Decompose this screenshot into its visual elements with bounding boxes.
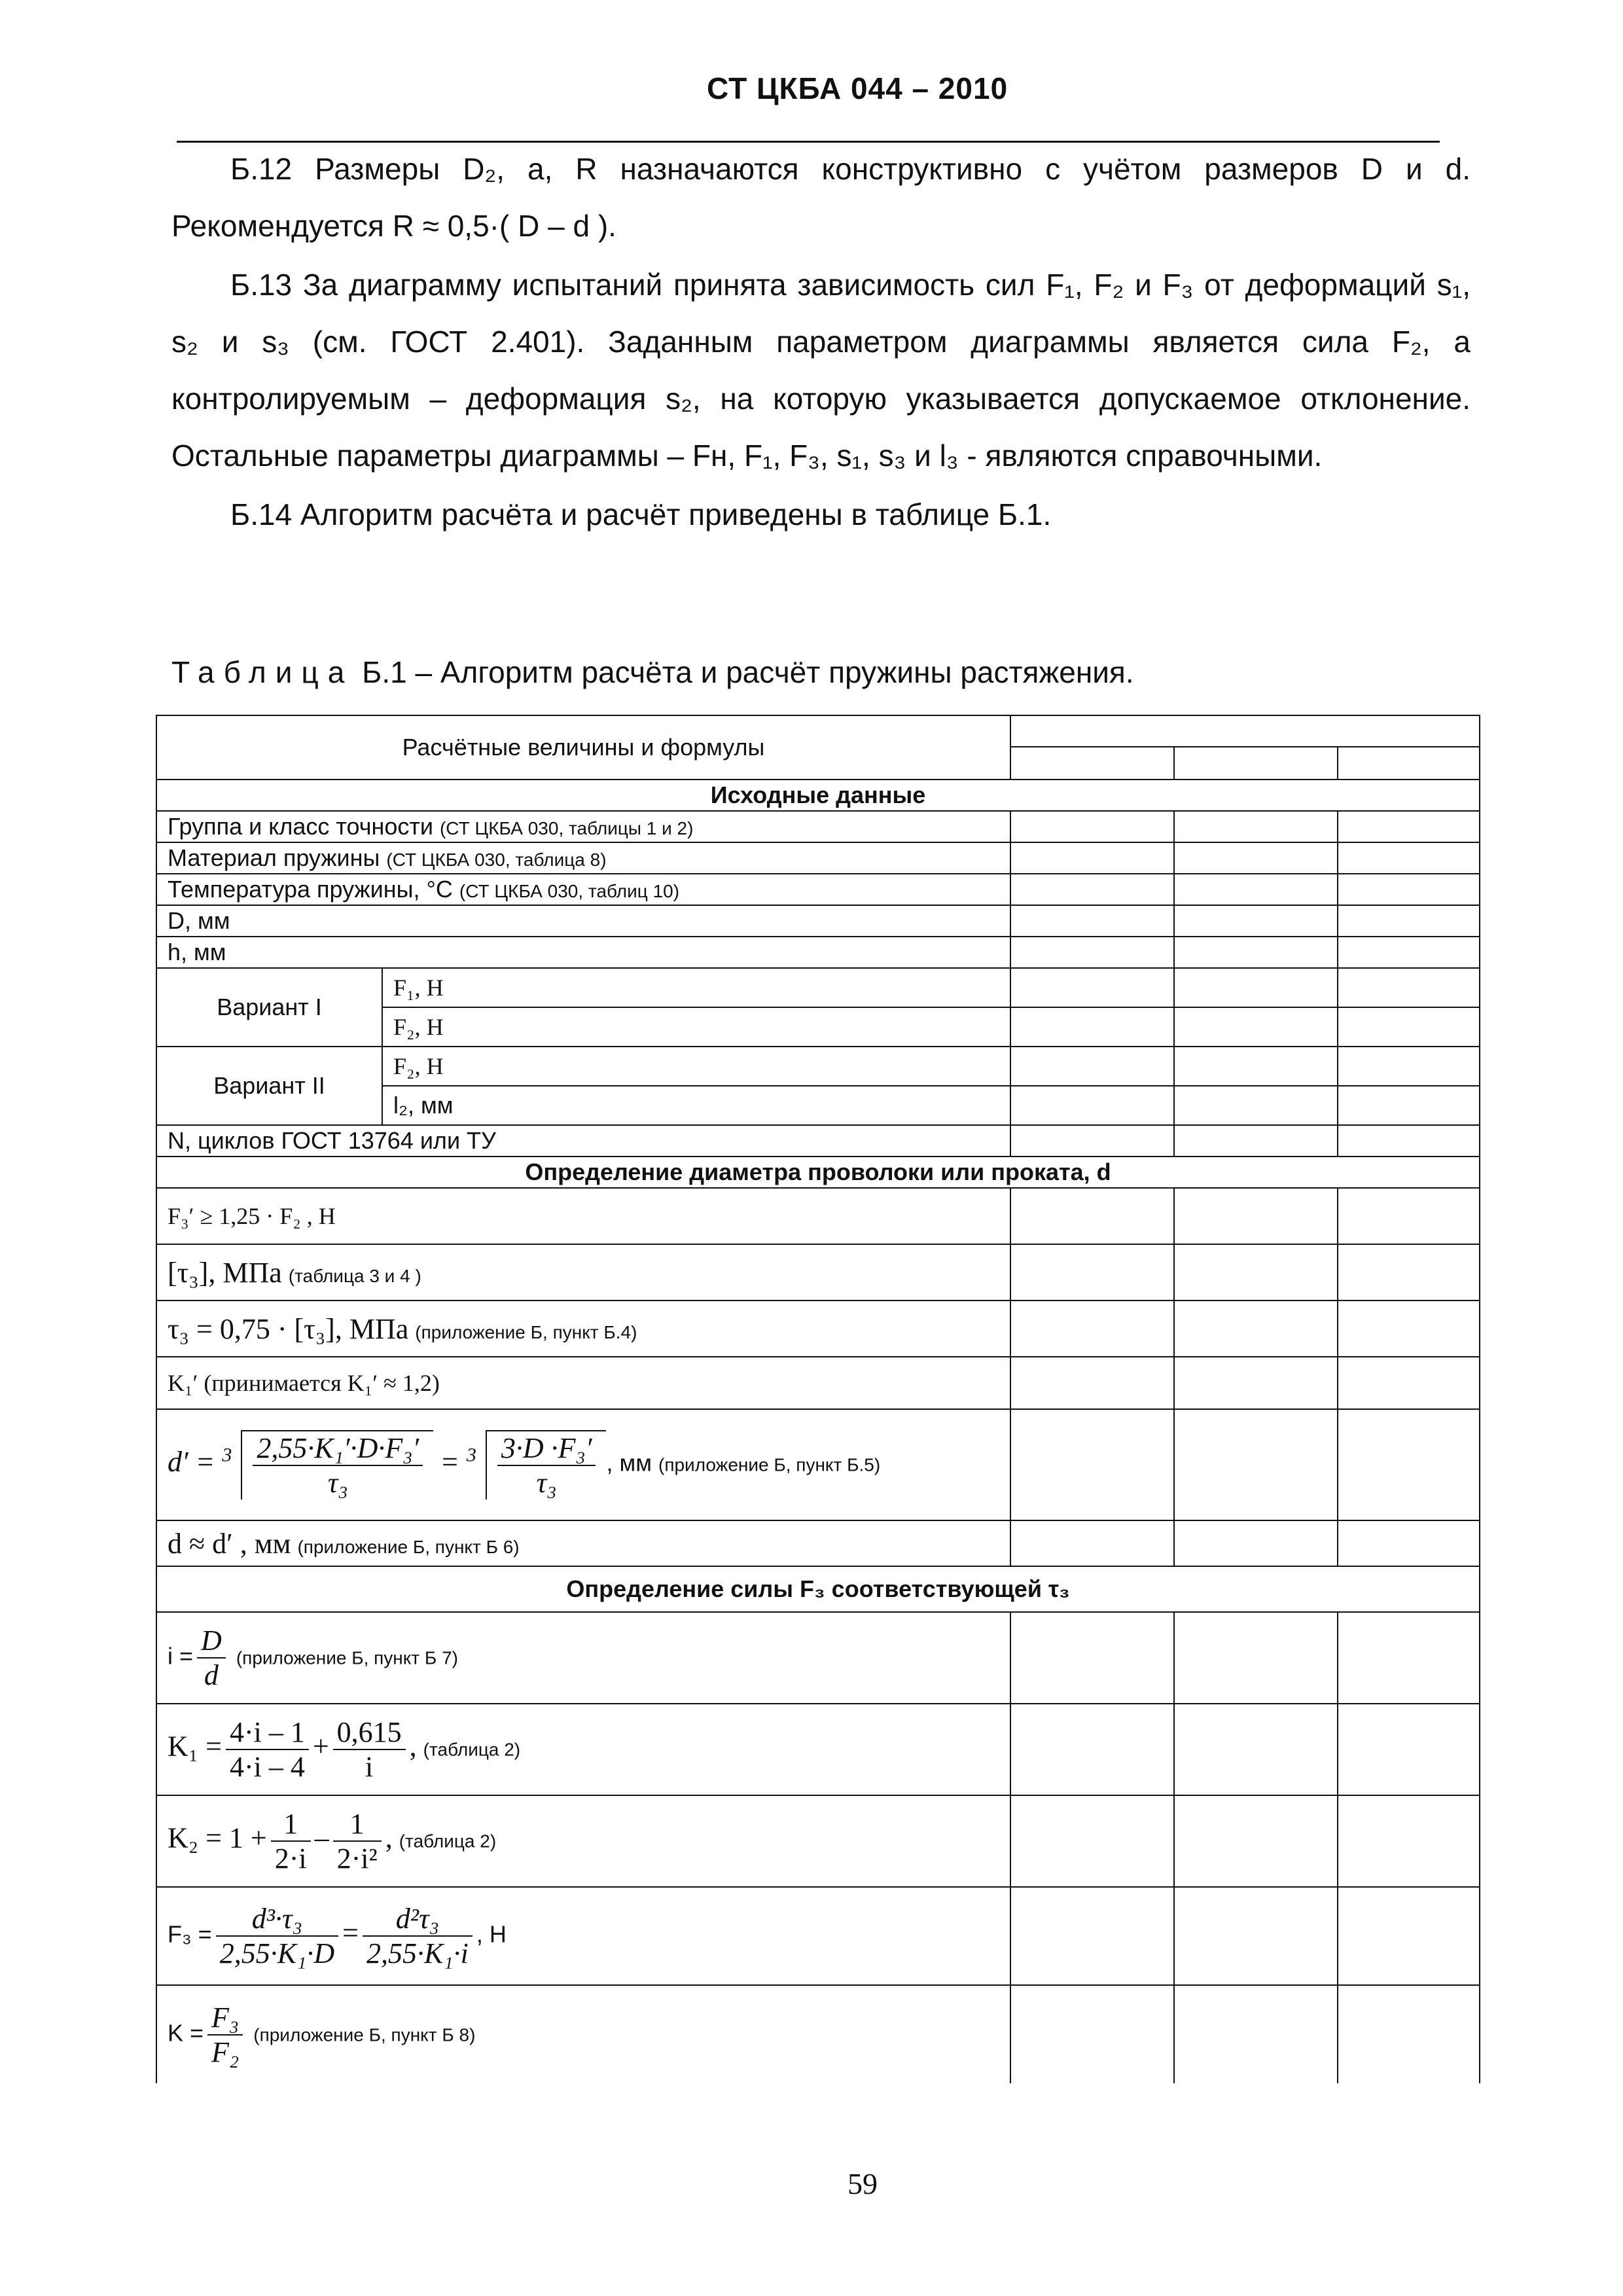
paragraphs bbox=[171, 141, 1471, 543]
table-caption-text: Б.1 – Алгоритм расчёта и расчёт пружины растяжения. bbox=[353, 655, 1134, 689]
variant-1-label: Вариант I bbox=[156, 968, 382, 1047]
document-code-header: СТ ЦКБА 044 – 2010 bbox=[707, 71, 1008, 105]
variant-2-l2: l₂, мм bbox=[382, 1086, 1010, 1125]
row-D: D, мм bbox=[156, 905, 1010, 937]
table-caption-word: Таблица bbox=[171, 655, 354, 689]
page-number: 59 bbox=[847, 2167, 878, 2200]
calculation-table bbox=[156, 715, 1480, 2083]
paragraph-b14: Б.14 Алгоритм расчёта и расчёт приведены в таблице Б.1. bbox=[230, 497, 1052, 531]
variant-1-f2: F₂, Н bbox=[382, 1007, 1010, 1047]
header-col-2 bbox=[1174, 747, 1338, 780]
variant-2-f2: F₂, Н bbox=[382, 1047, 1010, 1086]
row-i-formula: i = $\frac{D}{d}$ (приложение Б, пункт Б 7) bbox=[156, 1612, 1010, 1704]
row-f3-formula: F₃ = $\frac{\text{d³·τ₃}}{\text{2,55·K₁·D}}$ = $\frac{\text{d²τ₃}}{\text{2,55·K₁·i}}$ , Н bbox=[156, 1887, 1010, 1985]
row-tau3: τ₃ = 0,75 · [τ₃], МПа (приложение Б, пункт Б.4) bbox=[156, 1300, 1010, 1357]
row-group: Группа и класс точности (СТ ЦКБА 030, таблицы 1 и 2) bbox=[156, 811, 1010, 842]
variant-1-f1: F₁, Н bbox=[382, 968, 1010, 1007]
paragraph-b12: Б.12 Размеры D₂, a, R назначаются конструктивно с учётом размеров D и d. Рекомендуется R ≈ 0,5·( D – d ). bbox=[171, 152, 1471, 243]
row-k2-formula: K₂ = 1 + $\frac{1}{2\cdot i}$ – $\frac{1}{\text{2·i²}}$ , (таблица 2) bbox=[156, 1795, 1010, 1887]
row-f3-condition: F₃′ ≥ 1,25 · F₂ , Н bbox=[156, 1188, 1010, 1244]
paragraph-b13: Б.13 За диаграмму испытаний принята зависимость сил F₁, F₂ и F₃ от деформаций s₁, s₂ и s₃ (см. ГОСТ 2.401). Заданным параметром диаграммы является сила F₂, а контролируемым – деформация s₂, на которую указывается допускаемое отклонение. Остальные параметры диаграммы – Fн, F₁, F₃, s₁, s₃ и l₃ - являются справочными. bbox=[171, 268, 1471, 473]
row-cycles: N, циклов ГОСТ 13764 или ТУ bbox=[156, 1125, 1010, 1157]
row-tau3-allowable: [τ₃], МПа (таблица 3 и 4 ) bbox=[156, 1244, 1010, 1300]
row-temperature: Температура пружины, °C (СТ ЦКБА 030, таблиц 10) bbox=[156, 874, 1010, 905]
header-col-1 bbox=[1010, 747, 1174, 780]
table-header-label: Расчётные величины и формулы bbox=[156, 715, 1010, 780]
row-k1-prime: K₁′ (принимается K₁′ ≈ 1,2) bbox=[156, 1357, 1010, 1409]
row-k-formula: K = $\frac{\text{F₃}}{\text{F₂}}$ (приложение Б, пункт Б 8) bbox=[156, 1985, 1010, 2083]
row-material: Материал пружины (СТ ЦКБА 030, таблица 8) bbox=[156, 842, 1010, 874]
variant-2-label: Вариант II bbox=[156, 1047, 382, 1125]
row-d-approx: d ≈ d′ , мм (приложение Б, пункт Б 6) bbox=[156, 1520, 1010, 1566]
row-k1-formula: K₁ = $\frac{4\cdot i - 1}{4\cdot i - 4}$ + $\frac{0,615}{i}$ , (таблица 2) bbox=[156, 1704, 1010, 1795]
table-caption bbox=[171, 655, 1134, 690]
row-d-prime-formula: d′ = $^3$ $\frac{\text{2,55·K₁′·D·F₃′}}{\text{τ₃}}$ = $^3$ $\frac{\text{3·D ·F₃′}}{\text{τ₃}}$ , мм (приложение Б, пункт Б.5) bbox=[156, 1409, 1010, 1520]
header-col-3 bbox=[1338, 747, 1480, 780]
section-force-f3: Определение силы F₃ соответствующей τ₃ bbox=[156, 1566, 1480, 1612]
section-wire-diameter: Определение диаметра проволоки или проката, d bbox=[156, 1157, 1480, 1188]
row-h: h, мм bbox=[156, 937, 1010, 968]
header-empty-cell bbox=[1010, 715, 1480, 747]
section-initial-data: Исходные данные bbox=[156, 780, 1480, 811]
